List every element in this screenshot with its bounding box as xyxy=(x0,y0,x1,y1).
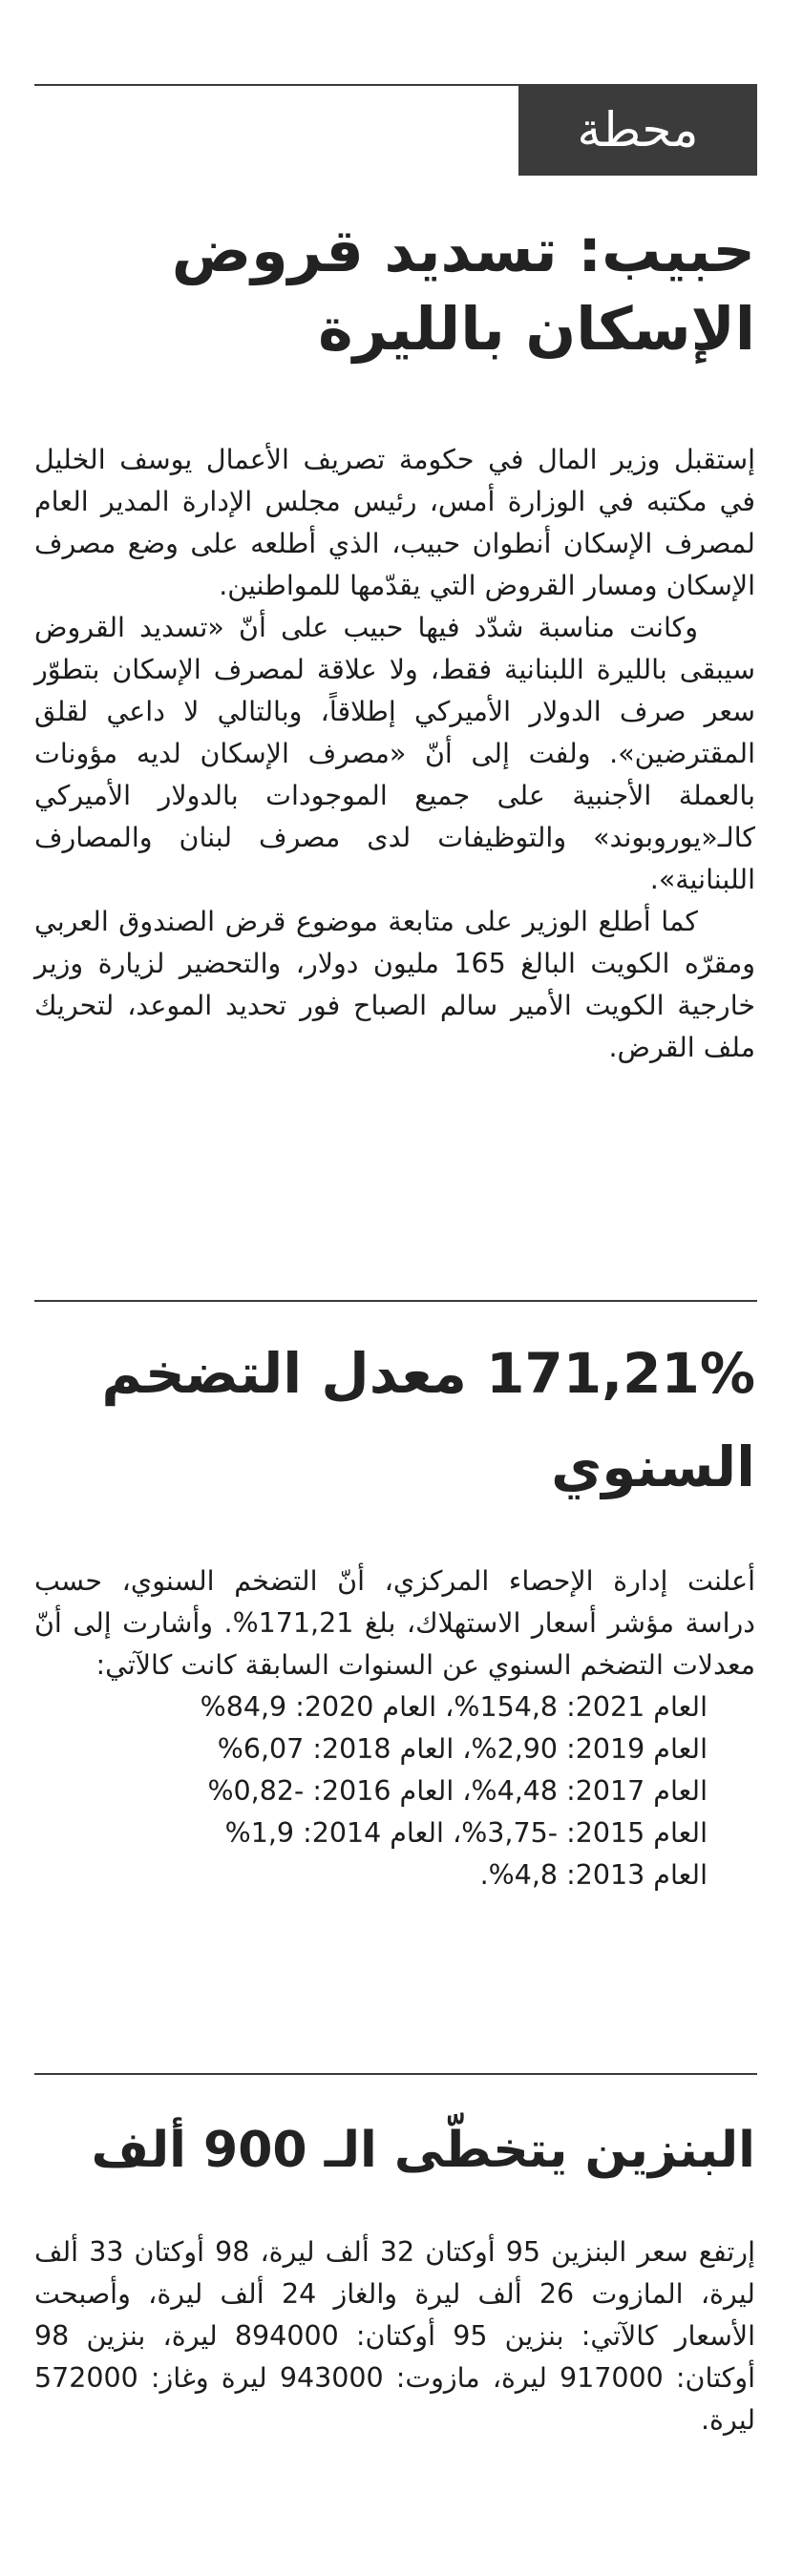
inflation-rate-item: العام 2021: 154,8%، العام 2020: 84,9% xyxy=(200,1691,708,1723)
article1-headline-line2: الإسكان بالليرة xyxy=(318,294,755,364)
inflation-rate-item: العام 2019: 2,90%، العام 2018: 6,07% xyxy=(217,1733,708,1765)
article3-paragraph: إرتفع سعر البنزين 95 أوكتان 32 ألف ليرة، 98 أوكتان 33 ألف ليرة، المازوت 26 ألف ليرة والغاز 24 ألف ليرة، وأصبحت الأسعار كالآتي: بنزين 95 أوكتان: 894000 ليرة، بنزين 98 أوكتان: 917000 ليرة، مازوت: 943000 ليرة وغاز: 572000 ليرة. xyxy=(34,2236,756,2436)
article2-headline xyxy=(49,1327,755,1514)
article1-paragraph: وكانت مناسبة شدّد فيها حبيب على أنّ «تسديد القروض سيبقى بالليرة اللبنانية فقط، ولا علاقة لمصرف الإسكان بتطوّر سعر صرف الدولار الأميركي إطلاقاً، وبالتالي لا داعي لقلق المقترضين». ولفت إلى أنّ «مصرف الإسكان لديه مؤونات بالعملة الأجنبية على جميع الموجودات بالدولار الأميركي كالـ«يوروبوند» والتوظيفات لدى مصرف لبنان والمصارف اللبنانية». xyxy=(34,612,755,895)
article1-headline-line1: حبيب: تسديد قروض xyxy=(171,216,755,285)
article1-paragraph: كما أطلع الوزير على متابعة موضوع قرض الصندوق العربي ومقرّه الكويت البالغ 165 مليون دولار، والتحضير لزيارة وزير خارجية الكويت الأمير سالم الصباح فور تحديد الموعد، لتحريك ملف القرض. xyxy=(34,906,755,1063)
article-divider xyxy=(34,1300,757,1302)
inflation-rate-item: العام 2017: 4,48%، العام 2016: -0,82% xyxy=(207,1775,708,1807)
inflation-rates-list xyxy=(34,1686,755,1896)
section-tag: محطة xyxy=(518,84,757,176)
inflation-rate-item: العام 2013: 4,8%. xyxy=(479,1859,708,1891)
article2-headline-line2: السنوي xyxy=(551,1435,755,1499)
article3-headline: البنزين يتخطّى الـ 900 ألف xyxy=(91,2122,755,2179)
article2-headline-line1: 171,21% معدل التضخم xyxy=(101,1341,755,1406)
article2-body xyxy=(34,1560,755,1896)
article1-headline xyxy=(49,212,755,368)
article1-body xyxy=(34,439,755,1069)
article3-body xyxy=(34,2231,755,2441)
article2-intro: أعلنت إدارة الإحصاء المركزي، أنّ التضخم السنوي، حسب دراسة مؤشر أسعار الاستهلاك، بلغ 171,21%. وأشارت إلى أنّ معدلات التضخم السنوي عن السنوات السابقة كانت كالآتي: xyxy=(34,1565,755,1681)
article-divider xyxy=(34,2073,757,2075)
article1-paragraph: إستقبل وزير المال في حكومة تصريف الأعمال يوسف الخليل في مكتبه في الوزارة أمس، رئيس مجلس الإدارة المدير العام لمصرف الإسكان أنطوان حبيب، الذي أطلعه على وضع مصرف الإسكان ومسار القروض التي يقدّمها للمواطنين. xyxy=(34,444,755,601)
inflation-rate-item: العام 2015: -3,75%، العام 2014: 1,9% xyxy=(224,1817,708,1849)
